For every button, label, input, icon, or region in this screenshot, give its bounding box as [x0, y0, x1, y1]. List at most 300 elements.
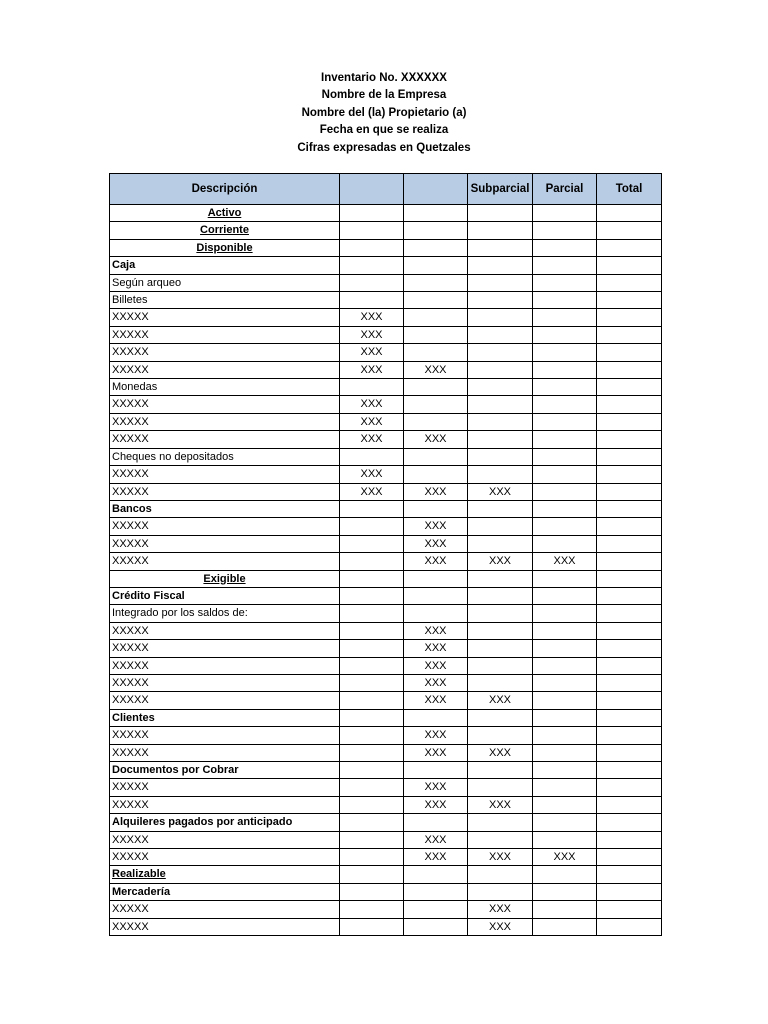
table-row: [110, 814, 662, 831]
amount-cell-1: [340, 814, 404, 831]
amount-cell-1: XXX: [340, 309, 404, 326]
amount-cell-2: XXX: [404, 744, 468, 761]
amount-cell-2: [404, 292, 468, 309]
table-row: [110, 692, 662, 709]
amount-cell-1: [340, 918, 404, 935]
subparcial-cell: [468, 587, 533, 604]
description-cell: XXXXX: [110, 674, 340, 691]
amount-cell-1: [340, 500, 404, 517]
amount-cell-2: XXX: [404, 622, 468, 639]
description-cell: XXXXX: [110, 535, 340, 552]
subparcial-cell: [468, 500, 533, 517]
amount-cell-2: [404, 396, 468, 413]
column-header-subparcial: Subparcial: [468, 174, 533, 205]
total-cell: [597, 466, 662, 483]
description-cell: XXXXX: [110, 413, 340, 430]
amount-cell-1: [340, 709, 404, 726]
amount-cell-2: [404, 901, 468, 918]
total-cell: [597, 674, 662, 691]
amount-cell-1: XXX: [340, 326, 404, 343]
amount-cell-1: [340, 657, 404, 674]
subparcial-cell: [468, 292, 533, 309]
table-row: [110, 257, 662, 274]
amount-cell-1: [340, 448, 404, 465]
subparcial-cell: [468, 657, 533, 674]
total-cell: [597, 587, 662, 604]
amount-cell-2: [404, 257, 468, 274]
subparcial-cell: [468, 326, 533, 343]
description-cell: Billetes: [110, 292, 340, 309]
description-cell: XXXXX: [110, 918, 340, 935]
total-cell: [597, 901, 662, 918]
amount-cell-2: [404, 709, 468, 726]
amount-cell-2: XXX: [404, 849, 468, 866]
description-cell: Exigible: [110, 570, 340, 587]
total-cell: [597, 535, 662, 552]
description-cell: XXXXX: [110, 344, 340, 361]
subparcial-cell: [468, 814, 533, 831]
subparcial-cell: XXX: [468, 796, 533, 813]
subparcial-cell: [468, 431, 533, 448]
table-row: [110, 640, 662, 657]
description-cell: Documentos por Cobrar: [110, 762, 340, 779]
parcial-cell: [533, 361, 597, 378]
description-cell: XXXXX: [110, 849, 340, 866]
parcial-cell: [533, 883, 597, 900]
parcial-cell: [533, 309, 597, 326]
description-cell: Clientes: [110, 709, 340, 726]
amount-cell-2: XXX: [404, 674, 468, 691]
amount-cell-2: XXX: [404, 831, 468, 848]
table-row: [110, 918, 662, 935]
table-row: [110, 570, 662, 587]
description-cell: Cheques no depositados: [110, 448, 340, 465]
amount-cell-2: XXX: [404, 361, 468, 378]
parcial-cell: [533, 292, 597, 309]
subparcial-cell: XXX: [468, 849, 533, 866]
description-cell: XXXXX: [110, 744, 340, 761]
parcial-cell: [533, 274, 597, 291]
description-cell: Disponible: [110, 239, 340, 256]
total-cell: [597, 344, 662, 361]
amount-cell-2: XXX: [404, 483, 468, 500]
subparcial-cell: [468, 466, 533, 483]
subparcial-cell: [468, 379, 533, 396]
parcial-cell: [533, 779, 597, 796]
amount-cell-2: [404, 570, 468, 587]
description-cell: Bancos: [110, 500, 340, 517]
amount-cell-2: XXX: [404, 692, 468, 709]
amount-cell-2: [404, 466, 468, 483]
parcial-cell: [533, 605, 597, 622]
parcial-cell: [533, 622, 597, 639]
amount-cell-1: XXX: [340, 431, 404, 448]
amount-cell-1: [340, 205, 404, 222]
subparcial-cell: [468, 709, 533, 726]
table-row: [110, 849, 662, 866]
parcial-cell: [533, 483, 597, 500]
amount-cell-1: [340, 292, 404, 309]
table-header-row: [110, 174, 662, 205]
owner-name: Nombre del (la) Propietario (a): [301, 106, 467, 119]
total-cell: [597, 744, 662, 761]
amount-cell-2: [404, 413, 468, 430]
description-cell: XXXXX: [110, 326, 340, 343]
table-row: [110, 205, 662, 222]
company-name: Nombre de la Empresa: [321, 89, 447, 102]
parcial-cell: [533, 535, 597, 552]
total-cell: [597, 692, 662, 709]
amount-cell-2: [404, 326, 468, 343]
description-cell: XXXXX: [110, 779, 340, 796]
table-row: [110, 709, 662, 726]
parcial-cell: [533, 466, 597, 483]
table-row: [110, 292, 662, 309]
total-cell: [597, 762, 662, 779]
total-cell: [597, 222, 662, 239]
parcial-cell: [533, 205, 597, 222]
amount-cell-1: [340, 553, 404, 570]
amount-cell-1: [340, 866, 404, 883]
table-row: [110, 727, 662, 744]
parcial-cell: [533, 587, 597, 604]
currency-note: Cifras expresadas en Quetzales: [297, 141, 471, 154]
table-row: [110, 326, 662, 343]
description-cell: Mercadería: [110, 883, 340, 900]
parcial-cell: [533, 326, 597, 343]
parcial-cell: [533, 379, 597, 396]
parcial-cell: [533, 431, 597, 448]
amount-cell-1: [340, 570, 404, 587]
parcial-cell: [533, 396, 597, 413]
amount-cell-2: [404, 883, 468, 900]
amount-cell-2: [404, 309, 468, 326]
table-row: [110, 466, 662, 483]
subparcial-cell: [468, 762, 533, 779]
column-header-blank-2: [404, 174, 468, 205]
description-cell: Realizable: [110, 866, 340, 883]
subparcial-cell: [468, 674, 533, 691]
total-cell: [597, 379, 662, 396]
total-cell: [597, 570, 662, 587]
subparcial-cell: [468, 605, 533, 622]
amount-cell-2: XXX: [404, 431, 468, 448]
amount-cell-2: [404, 762, 468, 779]
amount-cell-2: [404, 587, 468, 604]
amount-cell-2: XXX: [404, 657, 468, 674]
parcial-cell: [533, 814, 597, 831]
amount-cell-2: [404, 344, 468, 361]
description-cell: Activo: [110, 205, 340, 222]
table-row: [110, 674, 662, 691]
table-row: [110, 500, 662, 517]
subparcial-cell: [468, 727, 533, 744]
total-cell: [597, 849, 662, 866]
total-cell: [597, 622, 662, 639]
amount-cell-1: [340, 779, 404, 796]
table-row: [110, 744, 662, 761]
parcial-cell: [533, 570, 597, 587]
total-cell: [597, 448, 662, 465]
amount-cell-2: [404, 500, 468, 517]
amount-cell-2: XXX: [404, 796, 468, 813]
amount-cell-1: XXX: [340, 344, 404, 361]
amount-cell-2: [404, 918, 468, 935]
amount-cell-1: [340, 744, 404, 761]
subparcial-cell: [468, 570, 533, 587]
inventory-date: Fecha en que se realiza: [319, 124, 449, 137]
amount-cell-1: [340, 518, 404, 535]
total-cell: [597, 413, 662, 430]
amount-cell-2: [404, 448, 468, 465]
column-header-total: Total: [597, 174, 662, 205]
total-cell: [597, 605, 662, 622]
column-header-parcial: Parcial: [533, 174, 597, 205]
amount-cell-2: XXX: [404, 779, 468, 796]
total-cell: [597, 727, 662, 744]
parcial-cell: [533, 796, 597, 813]
subparcial-cell: [468, 779, 533, 796]
description-cell: Alquileres pagados por anticipado: [110, 814, 340, 831]
table-row: [110, 379, 662, 396]
parcial-cell: [533, 674, 597, 691]
amount-cell-1: [340, 831, 404, 848]
total-cell: [597, 796, 662, 813]
table-row: [110, 309, 662, 326]
total-cell: [597, 483, 662, 500]
total-cell: [597, 831, 662, 848]
subparcial-cell: [468, 883, 533, 900]
table-row: [110, 657, 662, 674]
description-cell: XXXXX: [110, 727, 340, 744]
table-row: [110, 448, 662, 465]
amount-cell-1: XXX: [340, 361, 404, 378]
description-cell: XXXXX: [110, 396, 340, 413]
subparcial-cell: [468, 831, 533, 848]
description-cell: XXXXX: [110, 640, 340, 657]
parcial-cell: [533, 500, 597, 517]
subparcial-cell: [468, 222, 533, 239]
parcial-cell: [533, 866, 597, 883]
parcial-cell: [533, 518, 597, 535]
table-row: [110, 239, 662, 256]
parcial-cell: [533, 448, 597, 465]
description-cell: XXXXX: [110, 483, 340, 500]
description-cell: Corriente: [110, 222, 340, 239]
description-cell: XXXXX: [110, 622, 340, 639]
parcial-cell: [533, 831, 597, 848]
parcial-cell: [533, 239, 597, 256]
document-header: [0, 70, 768, 157]
total-cell: [597, 309, 662, 326]
description-cell: XXXXX: [110, 692, 340, 709]
description-cell: Integrado por los saldos de:: [110, 605, 340, 622]
description-cell: XXXXX: [110, 831, 340, 848]
table-body: [110, 205, 662, 936]
total-cell: [597, 779, 662, 796]
table-row: [110, 344, 662, 361]
total-cell: [597, 640, 662, 657]
subparcial-cell: [468, 344, 533, 361]
subparcial-cell: XXX: [468, 901, 533, 918]
total-cell: [597, 553, 662, 570]
subparcial-cell: [468, 309, 533, 326]
amount-cell-1: [340, 762, 404, 779]
parcial-cell: [533, 692, 597, 709]
amount-cell-1: [340, 257, 404, 274]
table-row: [110, 413, 662, 430]
amount-cell-2: [404, 605, 468, 622]
subparcial-cell: XXX: [468, 483, 533, 500]
amount-cell-2: XXX: [404, 553, 468, 570]
total-cell: [597, 396, 662, 413]
amount-cell-1: [340, 222, 404, 239]
description-cell: XXXXX: [110, 657, 340, 674]
parcial-cell: [533, 762, 597, 779]
parcial-cell: [533, 640, 597, 657]
table-row: [110, 483, 662, 500]
subparcial-cell: XXX: [468, 918, 533, 935]
amount-cell-1: [340, 239, 404, 256]
description-cell: Según arqueo: [110, 274, 340, 291]
description-cell: XXXXX: [110, 431, 340, 448]
inventory-table: [109, 173, 662, 936]
subparcial-cell: [468, 866, 533, 883]
table-row: [110, 779, 662, 796]
amount-cell-1: [340, 587, 404, 604]
amount-cell-1: [340, 901, 404, 918]
total-cell: [597, 257, 662, 274]
total-cell: [597, 657, 662, 674]
table-row: [110, 796, 662, 813]
table-row: [110, 866, 662, 883]
column-header-blank-1: [340, 174, 404, 205]
table-row: [110, 901, 662, 918]
subparcial-cell: [468, 257, 533, 274]
description-cell: XXXXX: [110, 901, 340, 918]
subparcial-cell: [468, 413, 533, 430]
subparcial-cell: [468, 205, 533, 222]
amount-cell-2: [404, 222, 468, 239]
table-row: [110, 587, 662, 604]
total-cell: [597, 883, 662, 900]
subparcial-cell: [468, 361, 533, 378]
description-cell: XXXXX: [110, 466, 340, 483]
parcial-cell: [533, 257, 597, 274]
table-row: [110, 361, 662, 378]
description-cell: XXXXX: [110, 309, 340, 326]
amount-cell-2: [404, 205, 468, 222]
total-cell: [597, 918, 662, 935]
parcial-cell: [533, 901, 597, 918]
table-row: [110, 518, 662, 535]
amount-cell-2: XXX: [404, 518, 468, 535]
amount-cell-1: XXX: [340, 413, 404, 430]
parcial-cell: [533, 918, 597, 935]
amount-cell-1: [340, 622, 404, 639]
amount-cell-1: XXX: [340, 483, 404, 500]
total-cell: [597, 814, 662, 831]
parcial-cell: [533, 222, 597, 239]
parcial-cell: [533, 657, 597, 674]
amount-cell-2: [404, 814, 468, 831]
subparcial-cell: [468, 274, 533, 291]
column-header-description: Descripción: [110, 174, 340, 205]
parcial-cell: [533, 344, 597, 361]
amount-cell-1: [340, 274, 404, 291]
total-cell: [597, 866, 662, 883]
total-cell: [597, 709, 662, 726]
total-cell: [597, 326, 662, 343]
amount-cell-2: [404, 274, 468, 291]
total-cell: [597, 518, 662, 535]
subparcial-cell: [468, 239, 533, 256]
total-cell: [597, 361, 662, 378]
amount-cell-2: [404, 866, 468, 883]
amount-cell-1: [340, 727, 404, 744]
table-row: [110, 396, 662, 413]
total-cell: [597, 431, 662, 448]
subparcial-cell: [468, 518, 533, 535]
description-cell: XXXXX: [110, 553, 340, 570]
amount-cell-1: [340, 674, 404, 691]
amount-cell-1: [340, 379, 404, 396]
amount-cell-1: XXX: [340, 466, 404, 483]
table-row: [110, 274, 662, 291]
total-cell: [597, 239, 662, 256]
subparcial-cell: [468, 396, 533, 413]
total-cell: [597, 500, 662, 517]
description-cell: XXXXX: [110, 796, 340, 813]
amount-cell-1: [340, 796, 404, 813]
description-cell: XXXXX: [110, 361, 340, 378]
amount-cell-2: [404, 239, 468, 256]
table-row: [110, 762, 662, 779]
description-cell: XXXXX: [110, 518, 340, 535]
table-row: [110, 883, 662, 900]
table-row: [110, 535, 662, 552]
subparcial-cell: [468, 640, 533, 657]
amount-cell-1: [340, 605, 404, 622]
description-cell: Crédito Fiscal: [110, 587, 340, 604]
description-cell: Monedas: [110, 379, 340, 396]
amount-cell-1: [340, 883, 404, 900]
table-row: [110, 431, 662, 448]
description-cell: Caja: [110, 257, 340, 274]
total-cell: [597, 274, 662, 291]
total-cell: [597, 205, 662, 222]
parcial-cell: [533, 709, 597, 726]
amount-cell-1: [340, 640, 404, 657]
subparcial-cell: [468, 448, 533, 465]
parcial-cell: XXX: [533, 849, 597, 866]
table-row: [110, 553, 662, 570]
table-row: [110, 222, 662, 239]
table-row: [110, 831, 662, 848]
parcial-cell: [533, 413, 597, 430]
parcial-cell: [533, 727, 597, 744]
subparcial-cell: XXX: [468, 744, 533, 761]
parcial-cell: [533, 744, 597, 761]
amount-cell-2: XXX: [404, 727, 468, 744]
table-row: [110, 622, 662, 639]
subparcial-cell: XXX: [468, 553, 533, 570]
subparcial-cell: [468, 622, 533, 639]
amount-cell-1: [340, 849, 404, 866]
subparcial-cell: XXX: [468, 692, 533, 709]
amount-cell-1: XXX: [340, 396, 404, 413]
parcial-cell: XXX: [533, 553, 597, 570]
